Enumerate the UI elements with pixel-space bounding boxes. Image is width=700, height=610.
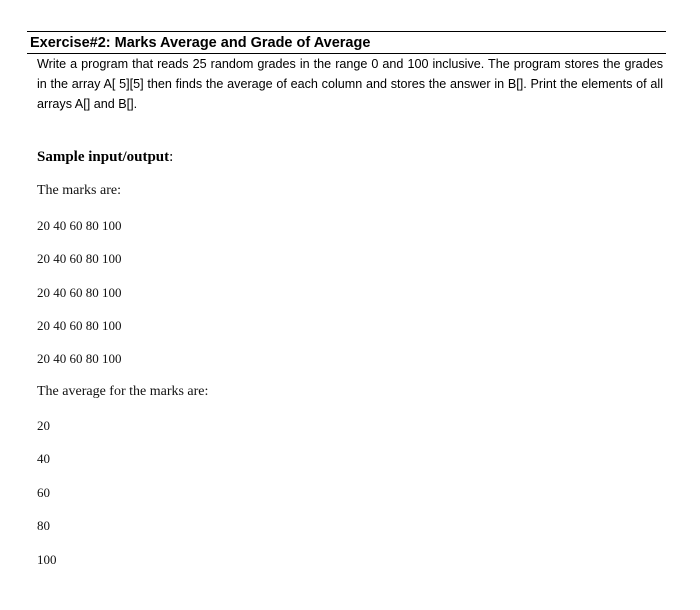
sample-heading xyxy=(37,149,173,166)
average-value-3: 60 xyxy=(37,485,50,500)
sample-heading-text: Sample input/output xyxy=(37,149,170,165)
marks-row-4: 20 40 60 80 100 xyxy=(37,318,122,333)
marks-row-1: 20 40 60 80 100 xyxy=(37,218,122,233)
average-value-1: 20 xyxy=(37,418,50,433)
exercise-box xyxy=(27,31,666,119)
sample-heading-colon: : xyxy=(169,149,174,165)
exercise-description: Write a program that reads 25 random grades in the range 0 and 100 inclusive. The program stores the grades in the array A[ 5][5] then finds the average of each column and stores the answer in B[]. Print the elements of all arrays A[] and B[]. xyxy=(37,57,663,111)
marks-label: The marks are: xyxy=(37,183,121,198)
average-value-2: 40 xyxy=(37,451,50,466)
average-value-5: 100 xyxy=(37,552,57,567)
average-label: The average for the marks are: xyxy=(37,384,209,399)
marks-row-5: 20 40 60 80 100 xyxy=(37,351,122,366)
marks-row-3: 20 40 60 80 100 xyxy=(37,285,122,300)
average-value-4: 80 xyxy=(37,518,50,533)
marks-row-2: 20 40 60 80 100 xyxy=(37,251,122,266)
exercise-title: Exercise#2: Marks Average and Grade of Average xyxy=(30,35,371,51)
